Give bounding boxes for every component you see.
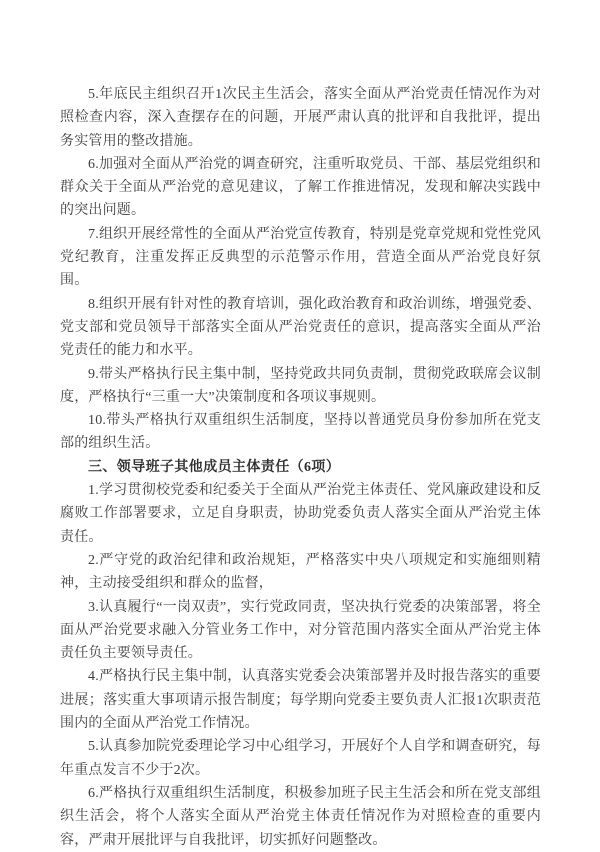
section-item-5: 5.认真参加院党委理论学习中心组学习，开展好个人自学和调查研究，每年重点发言不少于2次。 bbox=[60, 739, 541, 778]
list-item-10: 10.带头严格执行双重组织生活制度，坚持以普通党员身份参加所在党支部的组织生活。 bbox=[60, 413, 541, 452]
list-item-7: 7.组织开展经常性的全面从严治党宣传教育，特别是党章党规和党性党风党纪教育，注重发挥正反典型的示范警示作用，营造全面从严治党良好氛围。 bbox=[60, 226, 541, 289]
list-item-5: 5.年底民主组织召开1次民主生活会，落实全面从严治党责任情况作为对照检查内容，深入查摆存在的问题，开展严肃认真的批评和自我批评，提出务实管用的整改措施。 bbox=[60, 87, 541, 149]
section-item-6: 6.严格执行双重组织生活制度，积极参加班子民主生活会和所在党支部组织生活会，将个人落实全面从严治党主体责任情况作为对照检查的重要内容，严肃开展批评与自我批评，切实抓好问题整改。 bbox=[60, 785, 541, 848]
section-item-3: 3.认真履行“一岗双责”，实行党政同责，坚决执行党委的决策部署，将全面从严治党要求融入分管业务工作中，对分管范围内落实全面从严治党主体责任负主要领导责任。 bbox=[60, 599, 541, 662]
section-heading: 三、领导班子其他成员主体责任（6项） bbox=[88, 459, 341, 475]
section-item-1: 1.学习贯彻校党委和纪委关于全面从严治党主体责任、党风廉政建设和反腐败工作部署要求，立足自身职责，协助党委负责人落实全面从严治党主体责任。 bbox=[60, 483, 541, 545]
list-item-6: 6.加强对全面从严治党的调查研究，注重听取党员、干部、基层党组织和群众关于全面从严治党的意见建议，了解工作推进情况，发现和解决实践中的突出问题。 bbox=[60, 156, 541, 219]
list-item-8: 8.组织开展有针对性的教育培训，强化政治教育和政治训练，增强党委、党支部和党员领导干部落实全面从严治党责任的意识，提高落实全面从严治党责任的能力和水平。 bbox=[60, 296, 541, 359]
list-item-9: 9.带头严格执行民主集中制，坚持党政共同负责制，贯彻党政联席会议制度，严格执行“三重一大”决策制度和各项议事规则。 bbox=[60, 366, 541, 405]
section-item-2: 2.严守党的政治纪律和政治规矩，严格落实中央八项规定和实施细则精神，主动接受组织和群众的监督， bbox=[60, 552, 541, 592]
section-item-4: 4.严格执行民主集中制，认真落实党委会决策部署并及时报告落实的重要进展；落实重大事项请示报告制度；每学期向党委主要负责人汇报1次职责范围内的全面从严治党工作情况。 bbox=[60, 669, 541, 732]
